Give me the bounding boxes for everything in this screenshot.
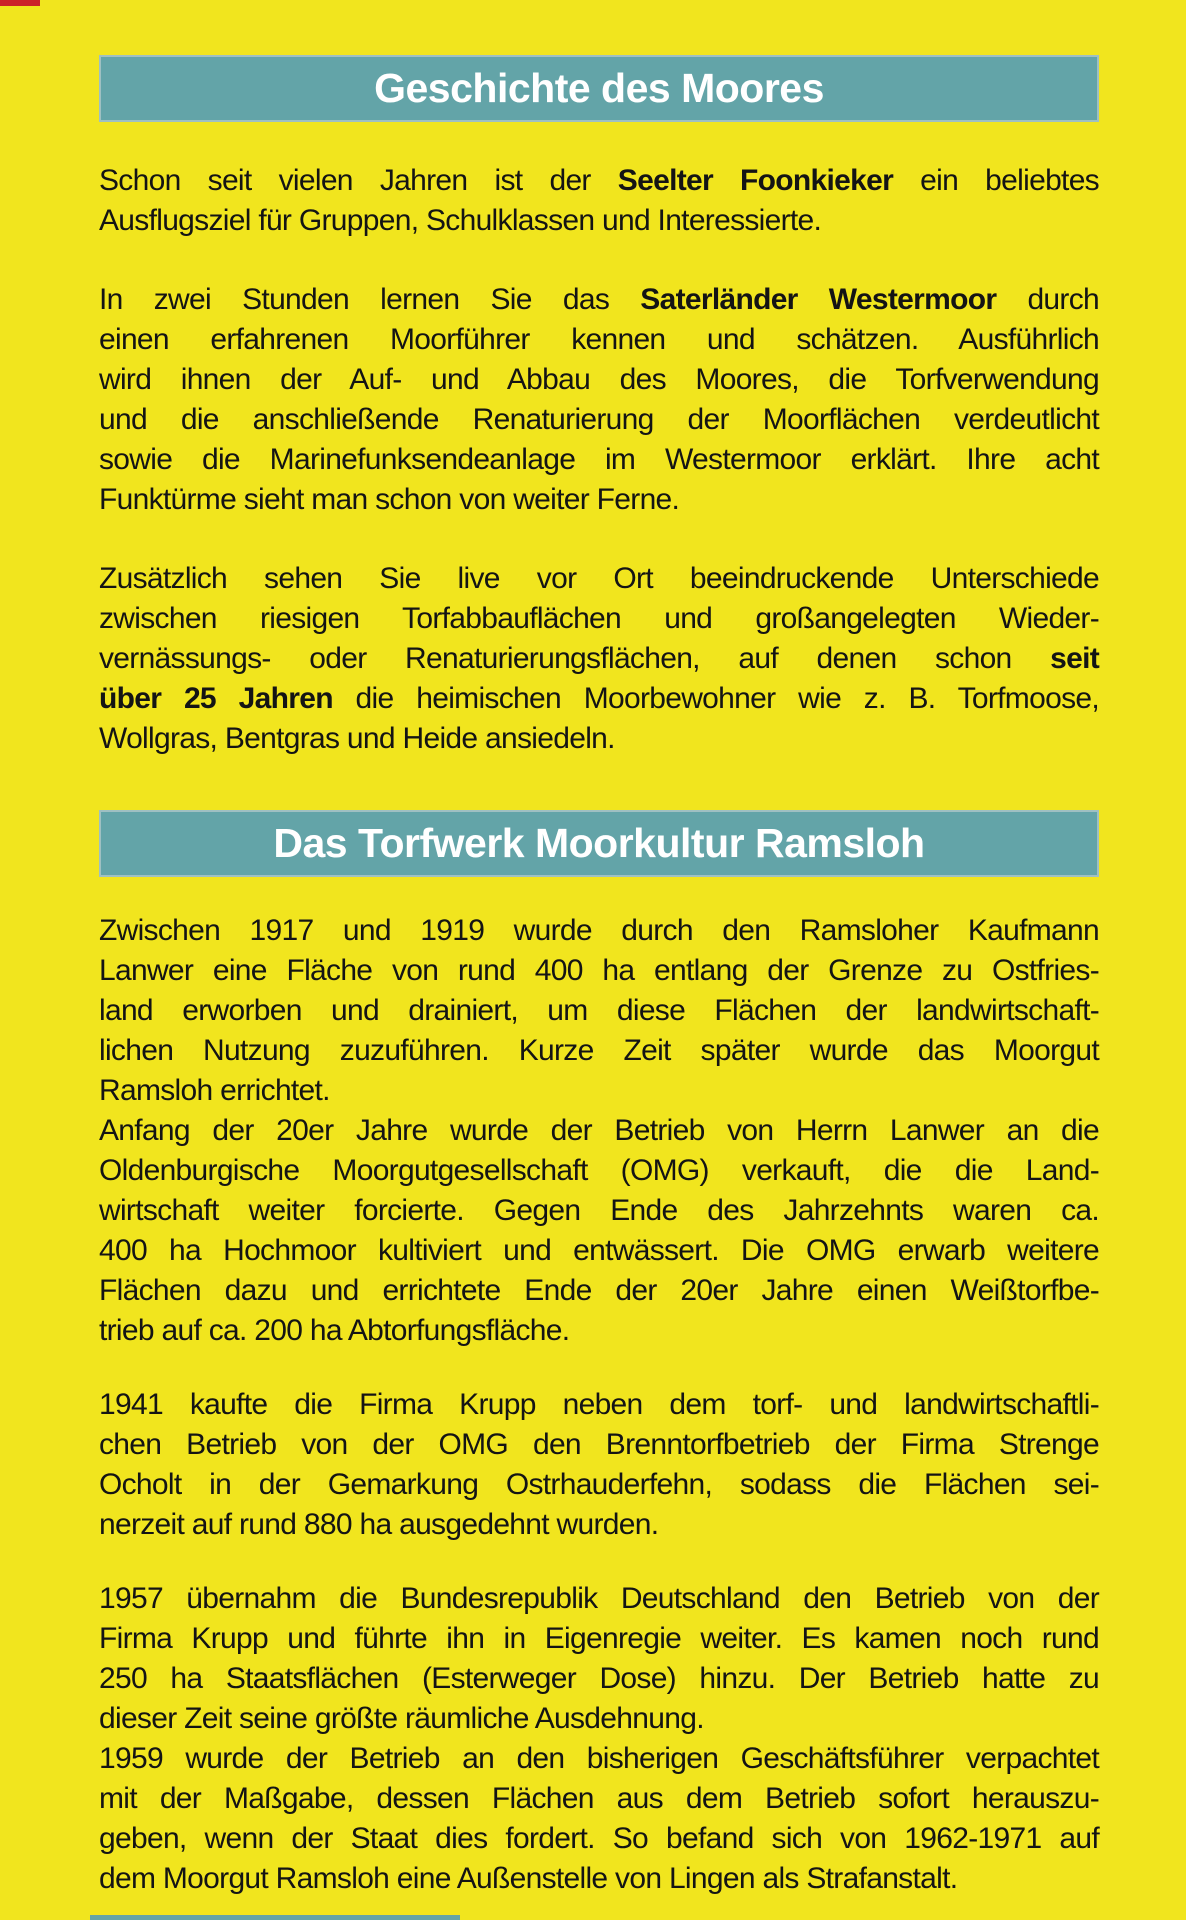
text-line — [99, 280, 1099, 320]
bold-text-segment: Saterländer Westermoor — [640, 283, 997, 316]
text-segment: Flächen dazu und errichtete Ende der 20er Jahre einen Weißtorfbe- — [99, 1274, 1099, 1307]
page-edge-red-mark — [0, 0, 40, 6]
text-segment: 250 ha Staatsflächen (Esterweger Dose) hinzu. Der Betrieb hatte zu — [99, 1662, 1099, 1695]
section-body-torfwerk — [99, 911, 1099, 1899]
paragraph — [99, 161, 1099, 241]
text-segment: chen Betrieb von der OMG den Brenntorfbetrieb der Firma Strenge — [99, 1428, 1099, 1461]
bold-text-segment: seit — [1050, 642, 1099, 675]
text-line — [99, 1111, 1099, 1151]
text-line — [99, 1699, 1099, 1739]
text-segment: vernässungs- oder Renaturierungsflächen, auf denen schon — [99, 642, 1051, 675]
section-body-geschichte — [99, 161, 1099, 759]
text-segment: nerzeit auf rund 880 ha ausgedehnt wurden. — [99, 1508, 659, 1541]
text-line — [99, 480, 1099, 520]
text-segment: 1959 wurde der Betrieb an den bisherigen Geschäftsführer verpachtet — [99, 1742, 1099, 1775]
text-segment: Schon seit vielen Jahren ist der — [99, 164, 618, 197]
text-segment: Lanwer eine Fläche von rund 400 ha entlang der Grenze zu Ostfries- — [99, 954, 1099, 987]
text-segment: Zwischen 1917 und 1919 wurde durch den Ramsloher Kaufmann — [99, 914, 1099, 947]
text-line — [99, 1071, 1099, 1111]
text-line — [99, 1505, 1099, 1545]
text-line — [99, 599, 1099, 639]
paragraph — [99, 1385, 1099, 1545]
text-segment: die heimischen Moorbewohner wie z. B. Torfmoose, — [332, 682, 1099, 715]
text-segment: sowie die Marinefunksendeanlage im Westermoor erklärt. Ihre acht — [99, 443, 1099, 476]
text-line — [99, 911, 1099, 951]
text-line — [99, 1231, 1099, 1271]
text-line — [99, 320, 1099, 360]
text-line — [99, 991, 1099, 1031]
text-segment: Wollgras, Bentgras und Heide ansiedeln. — [99, 722, 615, 755]
text-segment: Ausflugsziel für Gruppen, Schulklassen und Interessierte. — [99, 204, 822, 237]
text-line — [99, 951, 1099, 991]
text-segment: land erworben und drainiert, um diese Flächen der landwirtschaft- — [99, 994, 1099, 1027]
text-line — [99, 440, 1099, 480]
text-segment: trieb auf ca. 200 ha Abtorfungsfläche. — [99, 1314, 570, 1347]
text-segment: 1941 kaufte die Firma Krupp neben dem torf- und landwirtschaftli- — [99, 1388, 1099, 1421]
text-segment: dem Moorgut Ramsloh eine Außenstelle von Lingen als Strafanstalt. — [99, 1862, 958, 1895]
paragraph — [99, 911, 1099, 1351]
section-header-label: Geschichte des Moores — [374, 65, 824, 111]
text-segment: Ocholt in der Gemarkung Ostrhauderfehn, sodass die Flächen sei- — [99, 1468, 1099, 1501]
paragraph — [99, 280, 1099, 520]
bold-text-segment: über 25 Jahren — [99, 682, 333, 715]
text-segment: geben, wenn der Staat dies fordert. So befand sich von 1962-1971 auf — [99, 1822, 1099, 1855]
text-line — [99, 1191, 1099, 1231]
text-line — [99, 1859, 1099, 1899]
text-segment: ein beliebtes — [893, 164, 1099, 197]
text-line — [99, 1739, 1099, 1779]
text-segment: Zusätzlich sehen Sie live vor Ort beeindruckende Unterschiede — [99, 562, 1099, 595]
text-line — [99, 1465, 1099, 1505]
text-segment: mit der Maßgabe, dessen Flächen aus dem Betrieb sofort herauszu- — [99, 1782, 1099, 1815]
text-line — [99, 1619, 1099, 1659]
text-segment: Anfang der 20er Jahre wurde der Betrieb von Herrn Lanwer an die — [99, 1114, 1099, 1147]
page-edge-teal-mark — [90, 1915, 460, 1920]
text-segment: dieser Zeit seine größte räumliche Ausdehnung. — [99, 1702, 704, 1735]
bold-text-segment: Seelter Foonkieker — [617, 164, 894, 197]
text-line — [99, 1311, 1099, 1351]
text-line — [99, 1659, 1099, 1699]
section-header-torfwerk-moorkultur-ramsloh — [99, 810, 1099, 877]
text-line — [99, 201, 1099, 241]
section-header-label: Das Torfwerk Moorkultur Ramsloh — [273, 820, 925, 866]
text-line — [99, 719, 1099, 759]
text-line — [99, 639, 1099, 679]
text-segment: wirtschaft weiter forcierte. Gegen Ende des Jahrzehnts waren ca. — [99, 1194, 1099, 1227]
paragraph — [99, 559, 1099, 759]
text-line — [99, 679, 1099, 719]
text-line — [99, 1819, 1099, 1859]
text-segment: und die anschließende Renaturierung der Moorflächen verdeutlicht — [99, 403, 1099, 436]
text-line — [99, 1151, 1099, 1191]
text-line — [99, 161, 1099, 201]
text-segment: durch — [996, 283, 1099, 316]
text-line — [99, 1425, 1099, 1465]
text-line — [99, 360, 1099, 400]
text-segment: Firma Krupp und führte ihn in Eigenregie weiter. Es kamen noch rund — [99, 1622, 1099, 1655]
text-segment: zwischen riesigen Torfabbauflächen und großangelegten Wieder- — [99, 602, 1099, 635]
text-segment: 400 ha Hochmoor kultiviert und entwässert. Die OMG erwarb weitere — [99, 1234, 1099, 1267]
page-content — [0, 55, 1186, 1899]
text-segment: 1957 übernahm die Bundesrepublik Deutschland den Betrieb von der — [99, 1582, 1099, 1615]
text-segment: lichen Nutzung zuzuführen. Kurze Zeit später wurde das Moorgut — [99, 1034, 1099, 1067]
text-line — [99, 559, 1099, 599]
text-line — [99, 400, 1099, 440]
text-segment: wird ihnen der Auf- und Abbau des Moores, die Torfverwendung — [99, 363, 1099, 396]
text-segment: Funktürme sieht man schon von weiter Ferne. — [99, 483, 680, 516]
text-line — [99, 1031, 1099, 1071]
paragraph — [99, 1579, 1099, 1899]
text-line — [99, 1579, 1099, 1619]
text-segment: In zwei Stunden lernen Sie das — [99, 283, 641, 316]
text-line — [99, 1385, 1099, 1425]
text-line — [99, 1271, 1099, 1311]
text-segment: Ramsloh errichtet. — [99, 1074, 330, 1107]
text-line — [99, 1779, 1099, 1819]
text-segment: einen erfahrenen Moorführer kennen und schätzen. Ausführlich — [99, 323, 1099, 356]
text-segment: Oldenburgische Moorgutgesellschaft (OMG) verkauft, die die Land- — [99, 1154, 1099, 1187]
section-header-geschichte-des-moores — [99, 55, 1099, 122]
